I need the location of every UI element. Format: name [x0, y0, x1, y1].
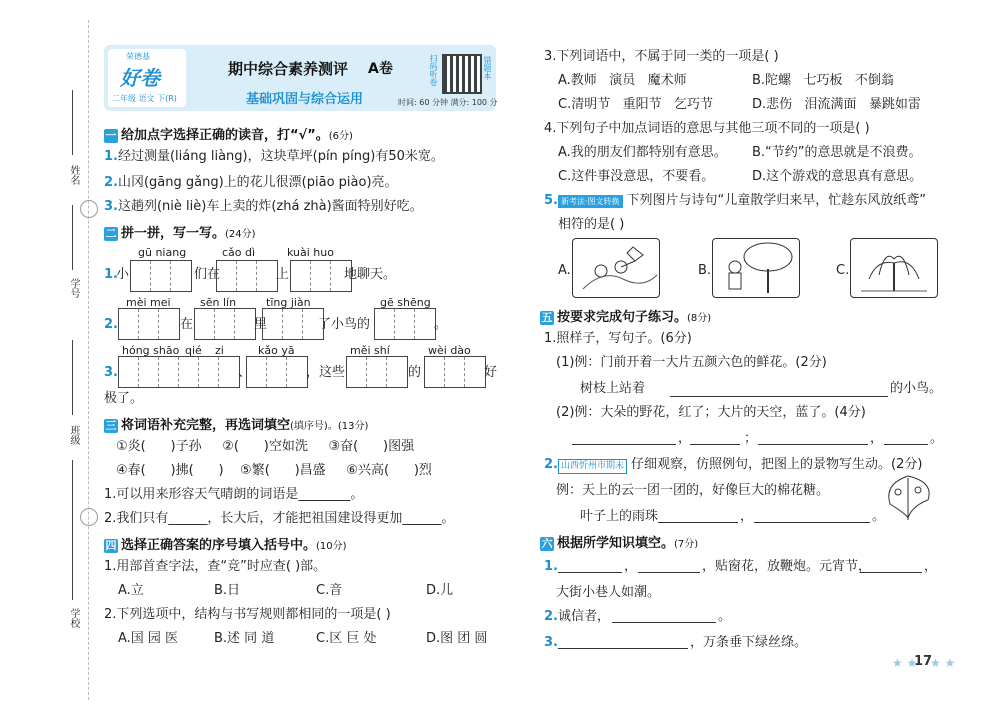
sec2-text: 里: [254, 317, 268, 332]
section-number: 四: [105, 538, 117, 552]
option[interactable]: D.这个游戏的意思真有意思。: [752, 169, 923, 184]
option[interactable]: D.儿: [426, 583, 454, 598]
sec5-question-2: 2. 山西忻州市期末 仔细观察，仿照例句，把图上的景物写生动。(2分): [544, 457, 923, 472]
margin-label-class: 班级: [68, 425, 79, 445]
margin-line-1: [72, 90, 73, 155]
pinyin: gū niang: [138, 246, 187, 259]
sec5-fill-suffix: 的小鸟。: [890, 381, 943, 396]
willow-tree-icon: [713, 239, 799, 297]
section-number: 三: [105, 418, 117, 432]
source-tag: 山西忻州市期末: [558, 459, 627, 474]
section-note: (填序号)。: [290, 421, 338, 432]
option[interactable]: C.音: [316, 583, 343, 598]
answer-line[interactable]: [860, 572, 922, 573]
option[interactable]: B.日: [214, 583, 241, 598]
section-score: (6分): [328, 131, 353, 142]
binding-line: [88, 20, 89, 700]
sec6-text-1b: 大街小巷人如潮。: [556, 585, 661, 600]
section-score: (24分): [225, 229, 256, 240]
answer-line[interactable]: [638, 572, 700, 573]
sec5-example-1: (1)例：门前开着一大片五颜六色的鲜花。(2分): [556, 355, 827, 370]
option[interactable]: C.这件事没意思，不要看。: [558, 169, 715, 184]
section-score: (10分): [316, 541, 347, 552]
writing-grid[interactable]: [374, 308, 436, 340]
sec3-question-1: 1.可以用来形容天气晴朗的词语是________。: [104, 487, 364, 502]
section-number: 一: [105, 128, 117, 142]
willow-image[interactable]: [850, 238, 938, 298]
comma: ，: [870, 431, 884, 446]
sec2-text: 好: [484, 365, 498, 380]
page-subtitle: 基础巩固与综合运用: [246, 92, 364, 107]
section-score: (8分): [687, 313, 712, 324]
question-4: 4.下列句子中加点词语的意思与其他三项不同的一项是( ): [544, 121, 870, 136]
pinyin: wèi dào: [428, 344, 471, 357]
sec2-text: 地聊天。: [344, 267, 397, 282]
sec2-row2-num: 2.: [104, 317, 118, 332]
period: 。: [872, 509, 886, 524]
writing-grid[interactable]: [346, 356, 408, 388]
section-6-header: [540, 532, 698, 551]
willow-icon: [851, 239, 937, 297]
pinyin: qié: [185, 344, 202, 357]
sec2-text: 。: [434, 317, 448, 332]
option-label[interactable]: C.: [836, 263, 850, 278]
margin-label-school: 学校: [68, 608, 79, 628]
sec5-example-3: 例：天上的云一团一团的，好像巨大的棉花糖。: [556, 483, 830, 498]
answer-line[interactable]: [758, 444, 868, 445]
pinyin: měi shí: [350, 344, 390, 357]
sec2-text: 的: [408, 365, 422, 380]
option-label[interactable]: B.: [698, 263, 712, 278]
sec5-fill-prefix: 树枝上站着: [580, 381, 646, 396]
answer-line[interactable]: [754, 522, 870, 523]
question-5-cont: 相符的是( ): [558, 217, 625, 232]
option[interactable]: C.清明节 重阳节 乞巧节: [558, 97, 714, 112]
writing-grid[interactable]: [290, 260, 352, 292]
option[interactable]: A.我的朋友们都特别有意思。: [558, 145, 727, 160]
sec2-text: 、: [238, 365, 252, 380]
comma: ，: [740, 509, 754, 524]
section-title: 给加点字选择正确的读音，打“√”。: [121, 128, 329, 143]
writing-grid[interactable]: [130, 260, 192, 292]
period: 。: [930, 431, 944, 446]
answer-line[interactable]: [658, 522, 738, 523]
section-2-header: [104, 222, 256, 241]
answer-line[interactable]: [612, 622, 716, 623]
sec4-question-1: 1.用部首查字法，查“竞”时应查( )部。: [104, 559, 327, 574]
answer-line[interactable]: [572, 444, 676, 445]
writing-grid[interactable]: [262, 308, 324, 340]
answer-line[interactable]: [558, 648, 688, 649]
sec2-text: 们在: [194, 267, 221, 282]
margin-label-name: 姓名: [68, 165, 79, 185]
option[interactable]: A.立: [118, 583, 144, 598]
option[interactable]: B.述 同 道: [214, 631, 275, 646]
pinyin: kǎo yā: [258, 344, 295, 357]
pinyin: kuài huo: [287, 246, 334, 259]
section-5-header: [540, 306, 711, 325]
willow-children-image[interactable]: [712, 238, 800, 298]
option[interactable]: D.悲伤 泪流满面 暴跳如雷: [752, 97, 921, 112]
sec2-text: 在: [180, 317, 194, 332]
margin-line-4: [72, 460, 73, 600]
pinyin: cǎo dì: [222, 246, 256, 259]
period: 。: [718, 609, 732, 624]
brand-top: 荣德基: [126, 52, 150, 61]
question-3: 3.下列词语中，不属于同一类的一项是( ): [544, 49, 779, 64]
sec2-text: 极了。: [104, 391, 144, 406]
sec3-question-2: 2.我们只有______，长大后，才能把祖国建设得更加______。: [104, 511, 455, 526]
sec6-num-1: 1.: [544, 559, 558, 574]
page-number-stars: ★ ★: [930, 656, 956, 670]
sec4-question-2: 2.下列选项中，结构与书写规则都相同的一项是( ): [104, 607, 391, 622]
kite-children-image[interactable]: [572, 238, 660, 298]
sec2-text: ，这些: [306, 365, 346, 380]
section-number: 六: [541, 536, 553, 550]
section-title: 将词语补充完整，再选词填空: [121, 418, 291, 433]
section-number: 五: [541, 310, 553, 324]
page-title: 期中综合素养测评: [228, 60, 349, 78]
section-4-header: [104, 534, 347, 553]
page-number-stars: ★ ★: [892, 656, 918, 670]
comma: ，: [924, 559, 938, 574]
comma: ，: [678, 431, 692, 446]
qr-right-label: 错题本: [483, 56, 492, 80]
section-score: (7分): [674, 539, 699, 550]
page-number: 17: [914, 654, 933, 669]
pinyin: gē shēng: [380, 296, 431, 309]
title-suffix: A卷: [368, 61, 393, 77]
sec2-text: 上: [276, 267, 290, 282]
pinyin: sēn lín: [200, 296, 237, 309]
answer-line[interactable]: [670, 396, 888, 397]
margin-line-2: [72, 205, 73, 270]
margin-label-id: 学号: [68, 278, 79, 298]
brand-logo: 好卷: [120, 66, 160, 90]
new-question-tag: 新考法·图文转换: [558, 195, 623, 208]
sec6-text-3: ，万条垂下绿丝绦。: [690, 635, 808, 650]
sec2-row3-num: 3.: [104, 365, 118, 380]
sec5-fill-prefix: 叶子上的雨珠: [580, 509, 659, 524]
section-1-header: [104, 124, 353, 143]
pinyin: zi: [215, 344, 224, 357]
binding-hole: [80, 200, 98, 218]
sec1-item-2: 2.山冈(gāng gǎng)上的花儿很漂(piāo piào)亮。: [104, 175, 398, 190]
qr-left-label: 扫码听卷: [429, 54, 438, 86]
binding-hole: [80, 508, 98, 526]
kite-children-icon: [573, 239, 659, 297]
sec2-row1-num: 1.: [104, 267, 118, 282]
sec6-num-2: 2.: [544, 609, 558, 624]
qr-code-icon[interactable]: [442, 54, 482, 94]
writing-grid[interactable]: [216, 260, 278, 292]
sec6-text-1: ，贴窗花，放鞭炮。元宵节，: [702, 559, 872, 574]
pinyin: tīng jiàn: [266, 296, 311, 309]
sec1-item-3: 3.这趟列(niè liè)车上卖的炸(zhá zhà)酱面特别好吃。: [104, 199, 423, 214]
pinyin: mèi mei: [126, 296, 171, 309]
writing-grid[interactable]: [194, 308, 256, 340]
writing-grid[interactable]: [424, 356, 486, 388]
question-5: 5. 新考法·图文转换 下列图片与诗句“儿童散学归来早，忙趁东风放纸鸢”: [544, 193, 927, 208]
option[interactable]: C.区 巨 处: [316, 631, 377, 646]
writing-grid[interactable]: [118, 308, 180, 340]
answer-line[interactable]: [884, 444, 928, 445]
sec5-question-1: 1.照样子，写句子。(6分): [544, 331, 692, 346]
pinyin: hóng shāo: [122, 344, 180, 357]
answer-line[interactable]: [558, 572, 622, 573]
margin-line-3: [72, 340, 73, 415]
answer-line[interactable]: [690, 444, 740, 445]
option-label[interactable]: A.: [558, 263, 571, 278]
option[interactable]: D.图 团 圆: [426, 631, 488, 646]
writing-grid[interactable]: [246, 356, 308, 388]
section-title: 根据所学知识填空。: [557, 536, 675, 551]
section-number: 二: [105, 226, 117, 240]
option[interactable]: A.教师 演员 魔术师: [558, 73, 687, 88]
sec2-text: 小: [116, 267, 130, 282]
option[interactable]: B.陀螺 七巧板 不倒翁: [752, 73, 894, 88]
section-title: 选择正确答案的序号填入括号中。: [121, 538, 317, 553]
section-3-header: [104, 414, 368, 433]
sec5-example-2: (2)例：大朵的野花，红了；大片的天空，蓝了。(4分): [556, 405, 866, 420]
exam-meta: 时间: 60 分钟 满分: 100 分: [398, 98, 498, 107]
option[interactable]: B.“节约”的意思就是不浪费。: [752, 145, 922, 160]
leaf-raindrop-icon: [880, 470, 936, 522]
sec2-text: 了小鸟的: [318, 317, 371, 332]
comma: ，: [624, 559, 638, 574]
section-title: 按要求完成句子练习。: [557, 310, 688, 325]
sec6-text-2: 诚信者，: [558, 609, 611, 624]
sec6-num-3: 3.: [544, 635, 558, 650]
idiom-line-1: ①炎( )子孙 ②( )空如洗 ③奋( )图强: [116, 439, 415, 454]
section-score: (13分): [337, 421, 369, 432]
writing-grid[interactable]: [118, 356, 240, 388]
option[interactable]: A.国 园 医: [118, 631, 179, 646]
semicolon: ；: [744, 431, 758, 446]
brand-sub: 二年级 语文 下(R): [112, 94, 177, 103]
section-title: 拼一拼，写一写。: [121, 226, 226, 241]
sec1-item-1: 1.经过测量(liáng liàng)，这块草坪(pín píng)有50米宽。: [104, 149, 444, 164]
idiom-line-2: ④春( )拂( ) ⑤繁( )昌盛 ⑥兴高( )烈: [116, 463, 432, 478]
